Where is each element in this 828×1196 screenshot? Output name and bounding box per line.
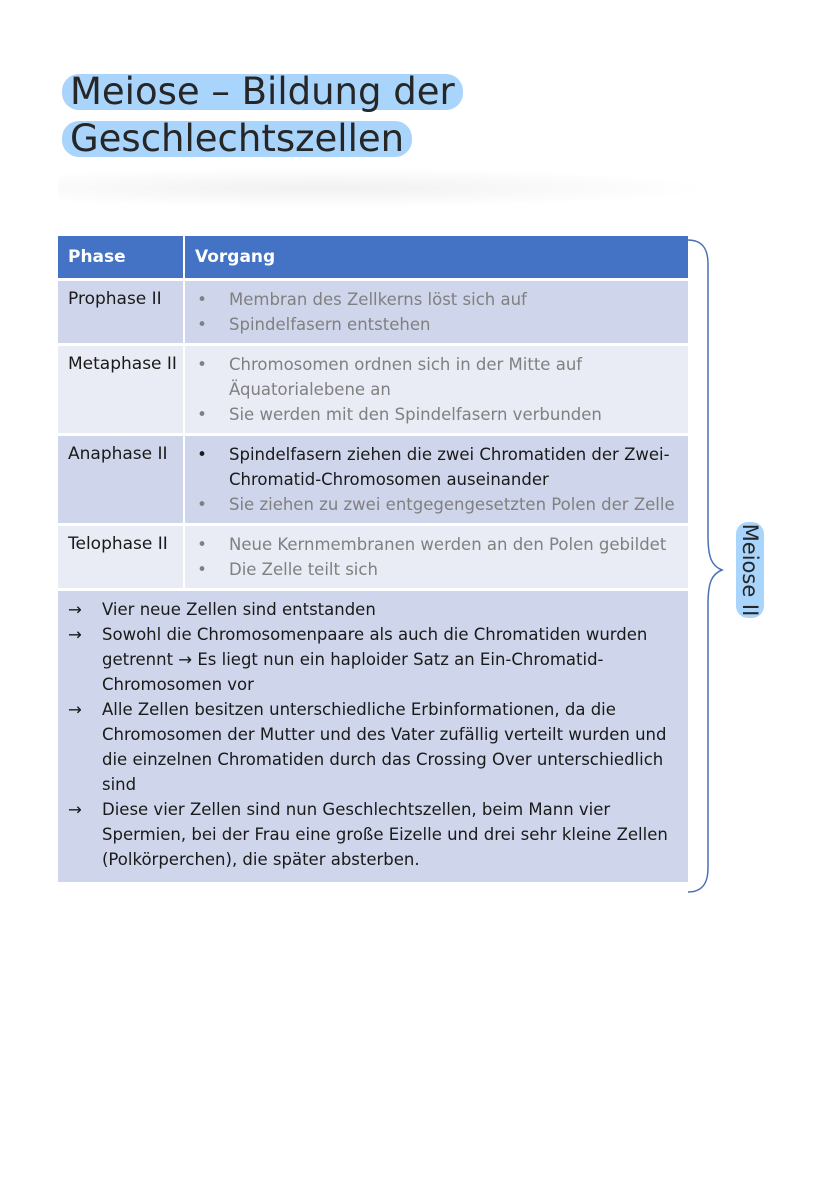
summary-item-text: Sowohl die Chromosomenpaare als auch die Chromatiden wurden getrennt → Es liegt nun ein haploider Satz an Ein-Chromatid-Chromosomen vor [102,625,648,694]
curly-brace-icon [686,236,726,896]
process-cell [184,435,688,525]
title-line-1: Meiose – Bildung der [62,74,463,110]
list-item-text: Spindelfasern entstehen [229,315,431,334]
summary-item [68,597,678,622]
bullet-icon: • [197,405,207,424]
arrow-right-icon: → [68,800,82,819]
summary-item [68,697,678,797]
bullet-icon: • [197,495,207,514]
list-item-text: Sie werden mit den Spindelfasern verbunden [229,405,602,424]
summary-item-text: Diese vier Zellen sind nun Geschlechtszellen, beim Mann vier Spermien, bei der Frau eine große Eizelle und drei sehr kleine Zellen (Polkörperchen), die später absterben. [102,800,668,869]
list-item [195,532,678,557]
summary-cell [58,590,688,883]
bullet-icon: • [197,445,207,464]
phase-name: Metaphase II [58,345,184,435]
phase-name: Telophase II [58,525,184,590]
bullet-icon: • [197,355,207,374]
summary-item [68,797,678,872]
list-item [195,287,678,312]
header-process: Vorgang [184,236,688,280]
table-header-row [58,236,688,280]
list-item [195,312,678,337]
arrow-right-icon: → [68,600,82,619]
process-cell [184,525,688,590]
scan-smudge [58,168,718,208]
list-item [195,402,678,427]
list-item-text: Chromosomen ordnen sich in der Mitte auf Äquatorialebene an [229,355,583,399]
list-item-text: Membran des Zellkerns löst sich auf [229,290,527,309]
summary-row [58,590,688,883]
bullet-icon: • [197,535,207,554]
bullet-icon: • [197,315,207,334]
header-phase: Phase [58,236,184,280]
process-cell [184,280,688,345]
list-item [195,492,678,517]
summary-item [68,622,678,697]
side-label [733,516,767,624]
list-item [195,557,678,582]
list-item [195,442,678,492]
page-title [62,68,463,162]
meiosis-table [58,236,688,882]
table-row [58,345,688,435]
list-item-text: Die Zelle teilt sich [229,560,378,579]
list-item [195,352,678,402]
summary-item-text: Vier neue Zellen sind entstanden [102,600,376,619]
list-item-text: Spindelfasern ziehen die zwei Chromatiden der Zwei-Chromatid-Chromosomen auseinander [229,445,670,489]
side-label-text: Meiose II [738,523,762,617]
summary-item-text: Alle Zellen besitzen unterschiedliche Erbinformationen, da die Chromosomen der Mutter und des Vater zufällig verteilt wurden und die einzelnen Chromatiden durch das Crossing Over unterschiedlich sind [102,700,667,794]
phase-name: Prophase II [58,280,184,345]
table-row [58,280,688,345]
table-row [58,525,688,590]
arrow-right-icon: → [68,625,82,644]
bullet-icon: • [197,290,207,309]
title-line-2: Geschlechtszellen [62,121,412,157]
table-row [58,435,688,525]
list-item-text: Neue Kernmembranen werden an den Polen gebildet [229,535,667,554]
process-cell [184,345,688,435]
bullet-icon: • [197,560,207,579]
phase-name: Anaphase II [58,435,184,525]
arrow-right-icon: → [68,700,82,719]
list-item-text: Sie ziehen zu zwei entgegengesetzten Polen der Zelle [229,495,675,514]
